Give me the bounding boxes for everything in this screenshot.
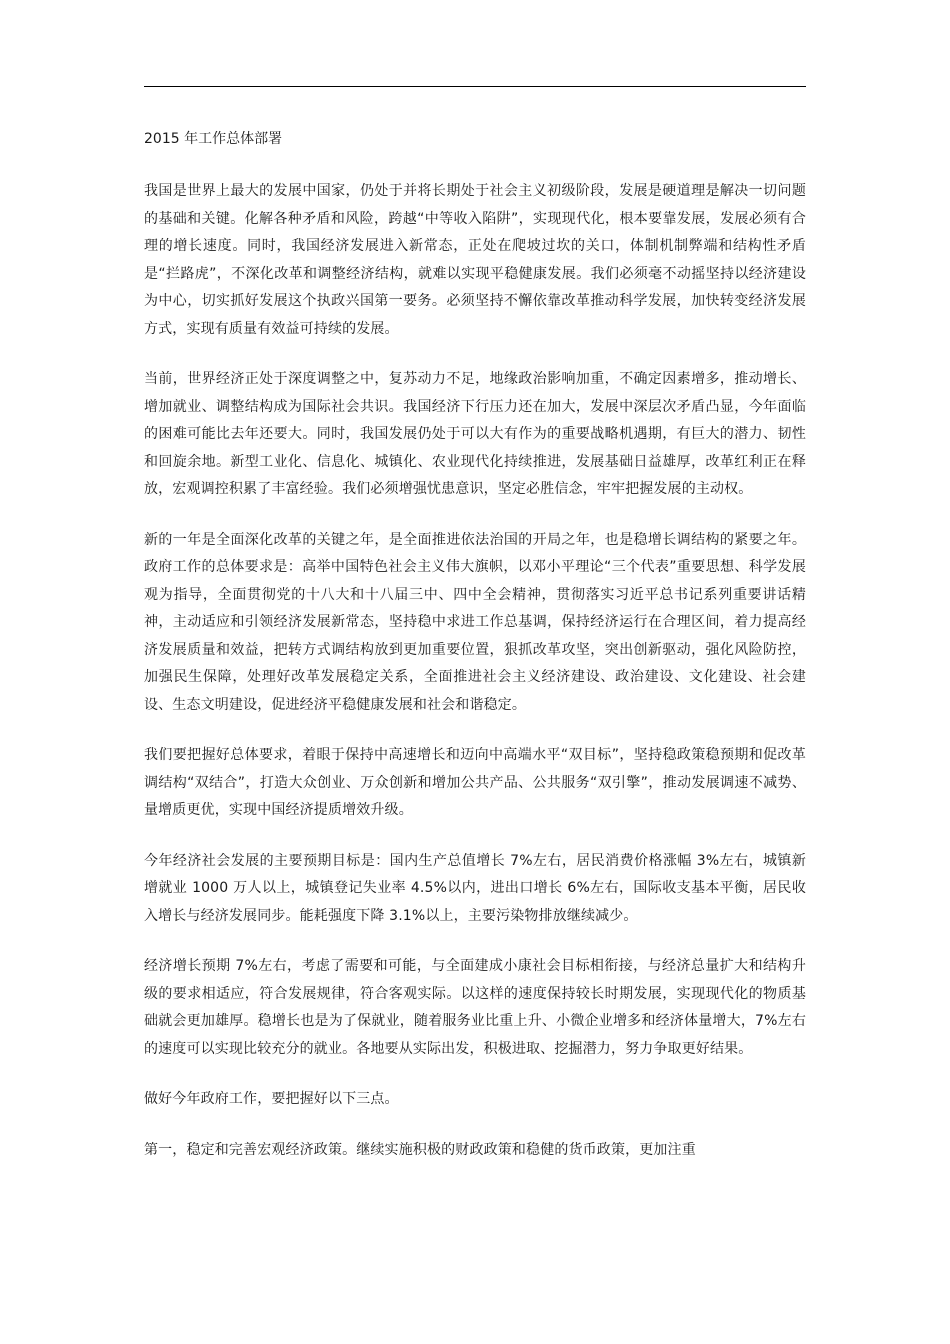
paragraph-4: 我们要把握好总体要求，着眼于保持中高速增长和迈向中高端水平“双目标”，坚持稳政策稳预期和促改革调结构“双结合”，打造大众创业、万众创新和增加公共产品、公共服务“双引擎”，推动发展调速不减势、量增质更优，实现中国经济提质增效升级。 [144, 747, 806, 818]
paragraph-5: 今年经济社会发展的主要预期目标是：国内生产总值增长 7%左右，居民消费价格涨幅 3%左右，城镇新增就业 1000 万人以上，城镇登记失业率 4.5%以内，进出口增长 6%左右，国际收支基本平衡，居民收入增长与经济发展同步。能耗强度下降 3.1%以上，主要污染物排放继续减少。 [144, 852, 806, 924]
paragraph-6: 经济增长预期 7%左右，考虑了需要和可能，与全面建成小康社会目标相衔接，与经济总量扩大和结构升级的要求相适应，符合发展规律，符合客观实际。以这样的速度保持较长时期发展，实现现代化的物质基础就会更加雄厚。稳增长也是为了保就业，随着服务业比重上升、小微企业增多和经济体量增大，7%左右的速度可以实现比较充分的就业。各地要从实际出发，积极进取、挖掘潜力，努力争取更好结果。 [144, 958, 806, 1057]
paragraph-1: 我国是世界上最大的发展中国家，仍处于并将长期处于社会主义初级阶段，发展是硬道理是解决一切问题的基础和关键。化解各种矛盾和风险，跨越“中等收入陷阱”，实现现代化，根本要靠发展，发展必须有合理的增长速度。同时，我国经济发展进入新常态，正处在爬坡过坎的关口，体制机制弊端和结构性矛盾是“拦路虎”，不深化改革和调整经济结构，就难以实现平稳健康发展。我们必须毫不动摇坚持以经济建设为中心，切实抓好发展这个执政兴国第一要务。必须坚持不懈依靠改革推动科学发展，加快转变经济发展方式，实现有质量有效益可持续的发展。 [144, 183, 806, 337]
paragraph-8: 第一，稳定和完善宏观经济政策。继续实施积极的财政政策和稳健的货币政策，更加注重 [144, 1141, 696, 1158]
document-body [144, 124, 806, 1187]
paragraph-2: 当前，世界经济正处于深度调整之中，复苏动力不足，地缘政治影响加重，不确定因素增多，推动增长、增加就业、调整结构成为国际社会共识。我国经济下行压力还在加大，发展中深层次矛盾凸显，今年面临的困难可能比去年还要大。同时，我国发展仍处于可以大有作为的重要战略机遇期，有巨大的潜力、韧性和回旋余地。新型工业化、信息化、城镇化、农业现代化持续推进，发展基础日益雄厚，改革红利正在释放，宏观调控积累了丰富经验。我们必须增强忧患意识，坚定必胜信念，牢牢把握发展的主动权。 [144, 371, 806, 497]
paragraph-7: 做好今年政府工作，要把握好以下三点。 [144, 1091, 399, 1107]
header-rule [144, 86, 806, 87]
document-title: 2015 年工作总体部署 [144, 131, 283, 147]
paragraph-3: 新的一年是全面深化改革的关键之年，是全面推进依法治国的开局之年，也是稳增长调结构的紧要之年。政府工作的总体要求是：高举中国特色社会主义伟大旗帜，以邓小平理论“三个代表”重要思想、科学发展观为指导，全面贯彻党的十八大和十八届三中、四中全会精神，贯彻落实习近平总书记系列重要讲话精神，主动适应和引领经济发展新常态，坚持稳中求进工作总基调，保持经济运行在合理区间，着力提高经济发展质量和效益，把转方式调结构放到更加重要位置，狠抓改革攻坚，突出创新驱动，强化风险防控，加强民生保障，处理好改革发展稳定关系，全面推进社会主义经济建设、政治建设、文化建设、社会建设、生态文明建设，促进经济平稳健康发展和社会和谐稳定。 [144, 531, 806, 713]
